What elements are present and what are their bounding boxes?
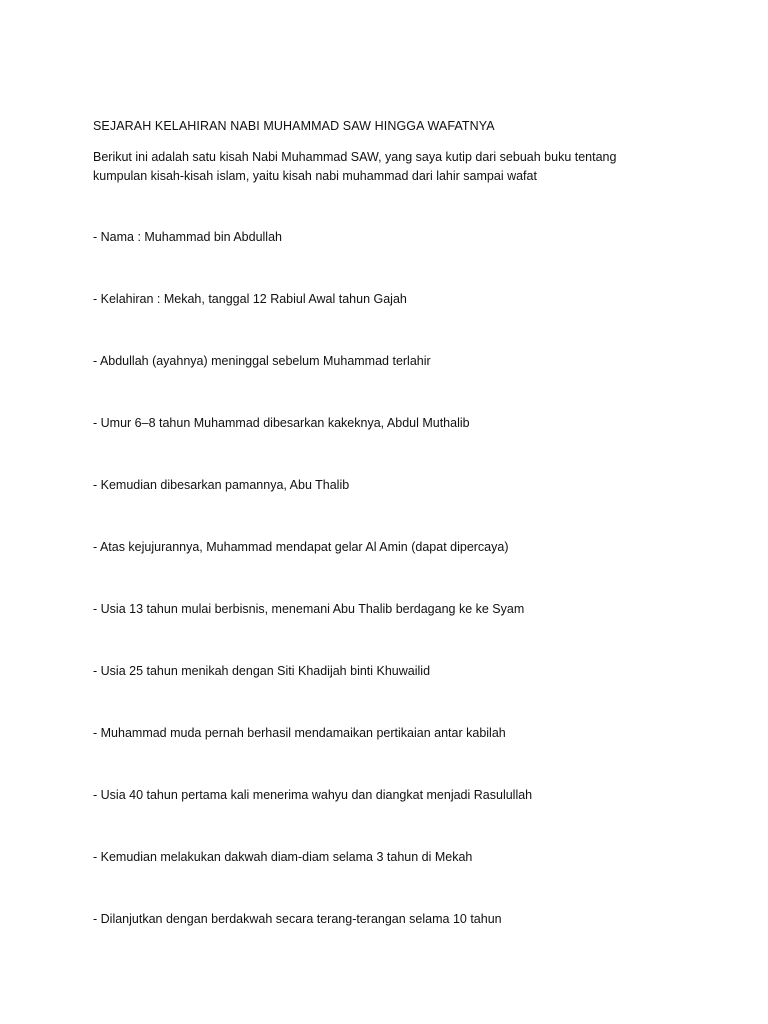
list-item: - Kelahiran : Mekah, tanggal 12 Rabiul Awal tahun Gajah	[93, 292, 407, 306]
document-title: SEJARAH KELAHIRAN NABI MUHAMMAD SAW HINGGA WAFATNYA	[93, 119, 495, 133]
list-item: - Muhammad muda pernah berhasil mendamaikan pertikaian antar kabilah	[93, 726, 506, 740]
intro-line: kumpulan kisah-kisah islam, yaitu kisah nabi muhammad dari lahir sampai wafat	[93, 169, 537, 183]
intro-line: Berikut ini adalah satu kisah Nabi Muhammad SAW, yang saya kutip dari sebuah buku tentang	[93, 150, 617, 164]
list-item: - Usia 40 tahun pertama kali menerima wahyu dan diangkat menjadi Rasulullah	[93, 788, 533, 802]
list-item: - Nama : Muhammad bin Abdullah	[93, 230, 282, 244]
list-item: - Kemudian dibesarkan pamannya, Abu Thalib	[93, 478, 350, 492]
list-item: - Abdullah (ayahnya) meninggal sebelum Muhammad terlahir	[93, 354, 431, 368]
list-item: - Usia 13 tahun mulai berbisnis, menemani Abu Thalib berdagang ke ke Syam	[93, 602, 525, 616]
list-item: - Kemudian melakukan dakwah diam-diam selama 3 tahun di Mekah	[93, 850, 473, 864]
list-item: - Atas kejujurannya, Muhammad mendapat gelar Al Amin (dapat dipercaya)	[93, 540, 509, 554]
intro-paragraph	[93, 148, 653, 186]
list-item: - Usia 25 tahun menikah dengan Siti Khadijah binti Khuwailid	[93, 664, 431, 678]
list-item: - Dilanjutkan dengan berdakwah secara terang-terangan selama 10 tahun	[93, 912, 502, 926]
list-item: - Umur 6–8 tahun Muhammad dibesarkan kakeknya, Abdul Muthalib	[93, 416, 470, 430]
